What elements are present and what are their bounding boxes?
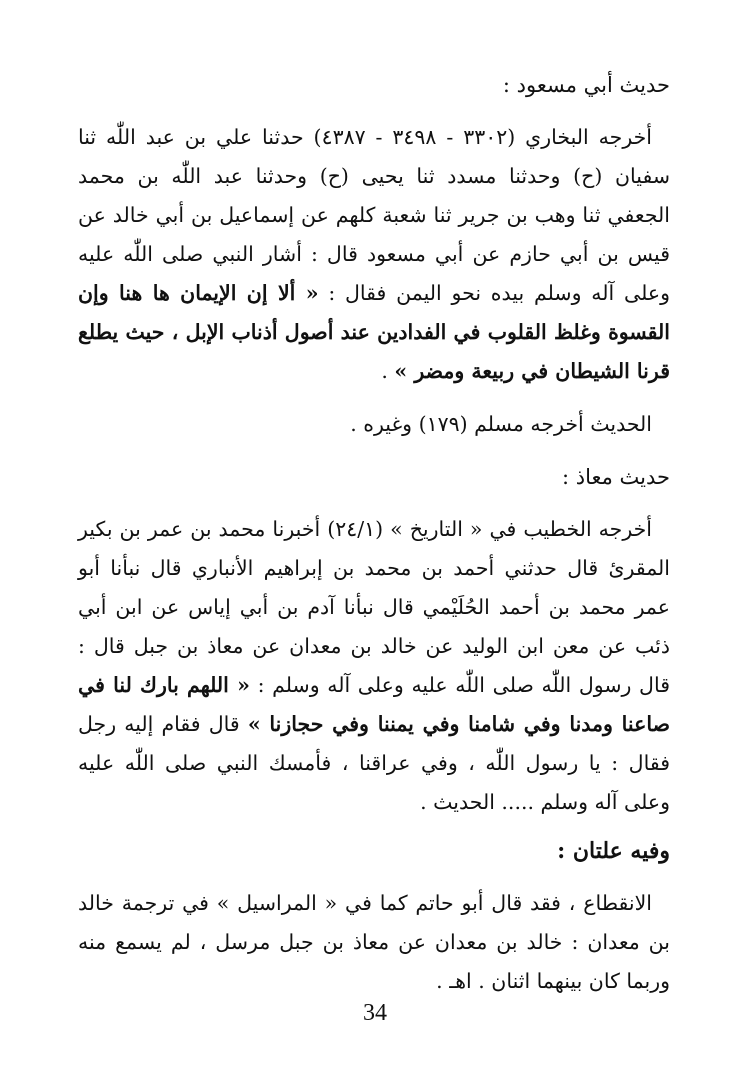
section-heading-abu-masud: حديث أبي مسعود : xyxy=(502,73,670,97)
page-content xyxy=(78,66,670,1001)
paragraph-text: قال فقام إليه رجل فقال : يا رسول اللّٰه ، وفي عراقنا ، فأمسك النبي صلى اللّٰه عليه وعلى آله وسلم ..... الحديث . xyxy=(78,712,670,814)
takhrij-paragraph-muslim: الحديث أخرجه مسلم (١٧٩) وغيره . xyxy=(350,412,652,436)
section-heading-muadh: حديث معاذ : xyxy=(561,465,670,489)
hadith-text-bold: « ألا إن الإيمان ها هنا وإن القسوة وغلظ القلوب في الفدادين عند أصول أذناب الإبل ، حيث يطلع قرنا الشيطان في ربيعة ومضر » xyxy=(78,281,670,383)
paragraph-text: . xyxy=(381,359,395,383)
page-number: 34 xyxy=(363,1000,387,1026)
hadith-paragraph-abu-masud xyxy=(78,118,670,391)
hadith-paragraph-muadh xyxy=(78,510,670,822)
illa-paragraph-inqita: الانقطاع ، فقد قال أبو حاتم كما في « المراسيل » في ترجمة خالد بن معدان : خالد بن معدان عن معاذ بن جبل مرسل ، لم يسمع منه وربما كان بينهما اثنان . اهـ . xyxy=(78,891,670,993)
paragraph-text: أخرجه البخاري (٣٣٠٢ - ٣٤٩٨ - ٤٣٨٧) حدثنا علي بن عبد اللّٰه ثنا سفيان (ح) وحدثنا مسدد ثنا يحيى (ح) وحدثنا عبد اللّٰه بن محمد الجعفي ثنا وهب بن جرير ثنا شعبة كلهم عن إسماعيل بن أبي خالد عن قيس بن أبي حازم عن أبي مسعود قال : أشار النبي صلى اللّٰه عليه وعلى آله وسلم بيده نحو اليمن فقال : xyxy=(78,125,670,305)
hadith-text-bold: « اللهم بارك لنا في صاعنا ومدنا وفي شامنا وفي يمننا وفي حجازنا » xyxy=(78,673,670,736)
section-heading-illal: وفيه علتان : xyxy=(557,838,670,864)
paragraph-text: أخرجه الخطيب في « التاريخ » (٢٤/١) أخبرنا محمد بن عمر بن بكير المقرئ قال حدثني أحمد بن محمد بن إبراهيم الأنباري قال نبأنا أبو عمر محمد بن أحمد الحُلَيْمي قال نبأنا آدم بن أبي إياس عن ابن أبي ذئب عن معن ابن الوليد عن خالد بن معدان عن معاذ بن جبل قال : قال رسول اللّٰه صلى اللّٰه عليه وعلى آله وسلم : xyxy=(78,517,670,697)
